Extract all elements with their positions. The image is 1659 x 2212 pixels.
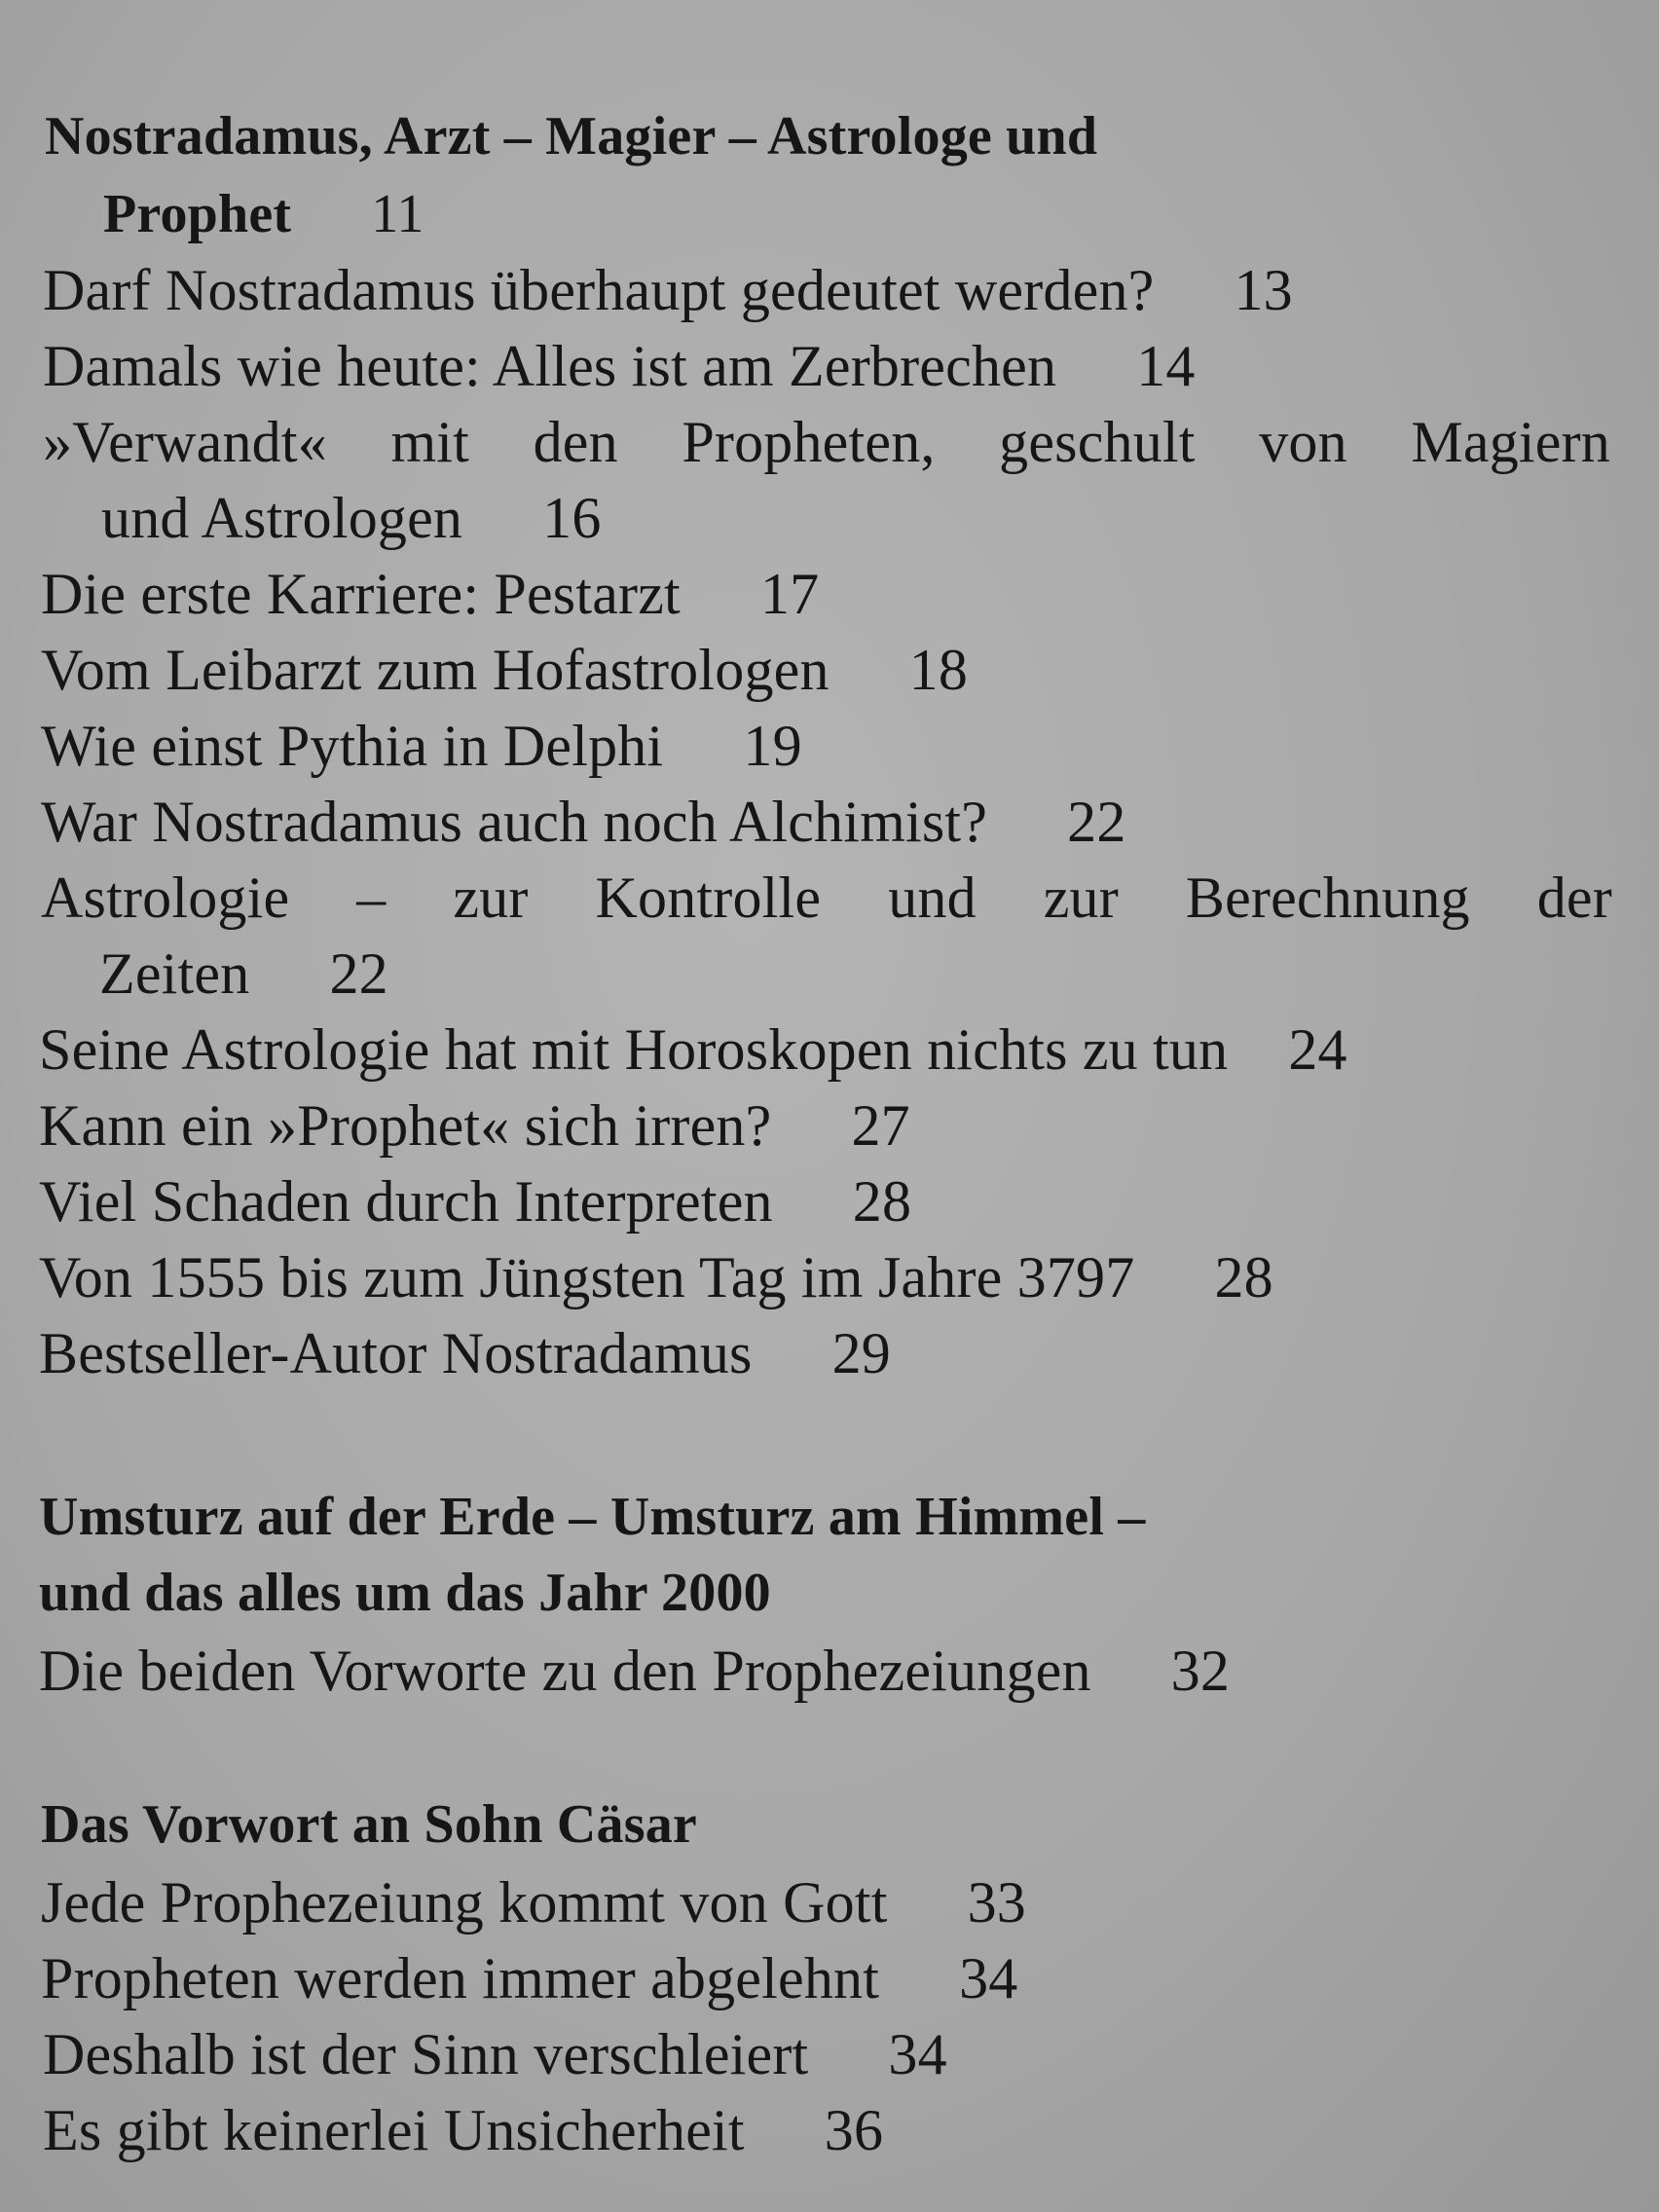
page-number: 28 <box>852 1169 912 1234</box>
toc-entry <box>41 1870 1027 1935</box>
page-number: 18 <box>908 638 969 702</box>
entry-title: Viel Schaden durch Interpreten <box>39 1169 773 1234</box>
page-number: 24 <box>1288 1017 1347 1082</box>
page-number: 22 <box>1067 790 1126 854</box>
page-number: 28 <box>1214 1245 1273 1309</box>
entry-title: Damals wie heute: Alles ist am Zerbrechen <box>43 334 1057 398</box>
page-number: 33 <box>967 1870 1027 1935</box>
section-heading-continued <box>39 1563 771 1623</box>
page-number: 22 <box>329 941 388 1006</box>
entry-title: Bestseller-Autor Nostradamus <box>39 1321 753 1385</box>
word: Magiern <box>1411 410 1610 474</box>
page-number: 19 <box>743 714 802 778</box>
toc-entry <box>41 562 820 626</box>
word: zur <box>453 866 529 930</box>
page-number: 14 <box>1136 334 1196 398</box>
toc-entry-justified <box>43 410 1610 474</box>
toc-entry <box>41 714 802 778</box>
toc-entry <box>39 1093 910 1158</box>
toc-entry-continued <box>99 941 388 1006</box>
toc-entry <box>39 1017 1347 1082</box>
heading-text: Das Vorwort an Sohn Cäsar <box>41 1794 697 1855</box>
toc-entry <box>43 334 1196 398</box>
toc-entry <box>39 1245 1273 1309</box>
page-number: 34 <box>888 2022 947 2086</box>
entry-title: Vom Leibarzt zum Hofastrologen <box>41 638 830 702</box>
word: Propheten, <box>682 410 936 474</box>
heading-text: Prophet <box>103 184 292 244</box>
heading-text: Umsturz auf der Erde – Umsturz am Himmel – <box>39 1487 1146 1547</box>
toc-entry <box>41 638 969 702</box>
toc-entry <box>43 2098 884 2162</box>
entry-title: Wie einst Pythia in Delphi <box>41 714 664 778</box>
entry-title: Die erste Karriere: Pestarzt <box>41 562 681 626</box>
page-number: 16 <box>542 486 602 550</box>
page-number: 29 <box>831 1321 891 1385</box>
toc-entry-justified <box>41 866 1612 930</box>
toc-entry <box>39 1639 1231 1703</box>
page-number: 13 <box>1234 258 1293 322</box>
word: von <box>1259 410 1347 474</box>
heading-text: Nostradamus, Arzt – Magier – Astrologe und <box>45 106 1098 166</box>
toc-entry <box>39 1321 891 1385</box>
word: der <box>1536 866 1612 930</box>
word: Kontrolle <box>595 866 822 930</box>
heading-text: und das alles um das Jahr 2000 <box>39 1563 771 1623</box>
entry-title: Jede Prophezeiung kommt von Gott <box>41 1870 888 1935</box>
entry-title: Propheten werden immer abgelehnt <box>41 1946 880 2010</box>
word: Astrologie <box>41 866 290 930</box>
entry-title: Die beiden Vorworte zu den Prophezeiungen <box>39 1639 1091 1703</box>
word: – <box>356 866 387 930</box>
toc-entry <box>41 790 1126 854</box>
entry-title: Kann ein »Prophet« sich irren? <box>39 1093 772 1158</box>
page-number: 11 <box>371 184 424 244</box>
page-number: 34 <box>959 1946 1018 2010</box>
word: den <box>533 410 618 474</box>
section-heading <box>41 1794 697 1855</box>
section-heading-continued <box>103 184 424 244</box>
page-number: 17 <box>759 562 820 626</box>
page-number: 36 <box>824 2098 884 2162</box>
entry-title: Darf Nostradamus überhaupt gedeutet werden? <box>43 258 1155 322</box>
toc-entry <box>43 258 1293 322</box>
toc-entry <box>43 2022 947 2086</box>
word: »Verwandt« <box>43 410 327 474</box>
word: und <box>888 866 977 930</box>
section-heading <box>45 106 1098 166</box>
toc-entry <box>39 1169 912 1234</box>
toc-entry-continued <box>101 486 602 550</box>
section-heading <box>39 1487 1146 1547</box>
entry-title: Es gibt keinerlei Unsicherheit <box>43 2098 745 2162</box>
word: zur <box>1043 866 1119 930</box>
entry-title: und Astrologen <box>101 486 463 550</box>
word: Berechnung <box>1185 866 1470 930</box>
toc-entry <box>41 1946 1018 2010</box>
entry-title: War Nostradamus auch noch Alchimist? <box>41 790 988 854</box>
entry-title: Zeiten <box>99 941 250 1006</box>
entry-title: Von 1555 bis zum Jüngsten Tag im Jahre 3797 <box>39 1245 1135 1309</box>
word: mit <box>390 410 470 474</box>
page-number: 32 <box>1170 1639 1231 1703</box>
page-number: 27 <box>851 1093 910 1158</box>
word: geschult <box>999 410 1196 474</box>
entry-title: Seine Astrologie hat mit Horoskopen nichts zu tun <box>39 1017 1229 1082</box>
entry-title: Deshalb ist der Sinn verschleiert <box>43 2022 809 2086</box>
